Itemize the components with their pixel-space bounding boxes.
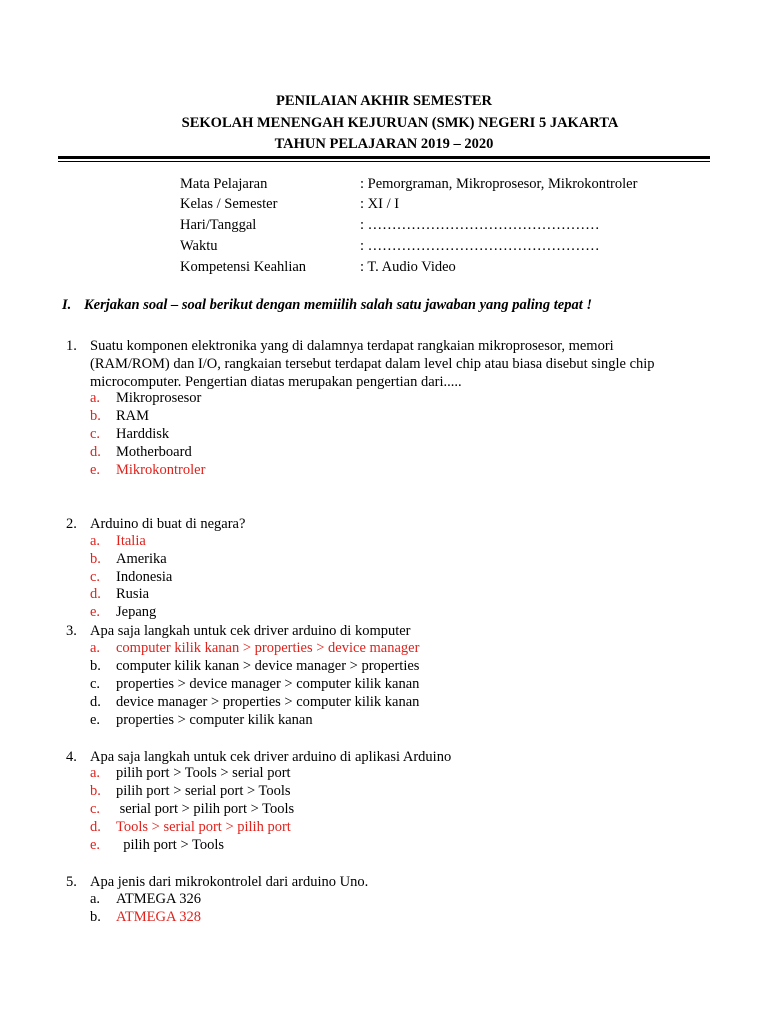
option-text: RAM xyxy=(116,408,150,424)
info-label: Kelas / Semester xyxy=(180,196,278,212)
option-text: properties > device manager > computer kilik kanan xyxy=(116,676,420,692)
academic-year: TAHUN PELAJARAN 2019 – 2020 xyxy=(274,136,494,152)
option-text: device manager > properties > computer kilik kanan xyxy=(116,694,420,710)
info-value: : XI / I xyxy=(360,196,400,212)
header-divider-thick xyxy=(58,156,710,159)
option-letter: e. xyxy=(90,712,101,728)
option-text: Indonesia xyxy=(116,569,173,585)
header-divider-thin xyxy=(58,161,710,162)
info-value: : ………………………………………… xyxy=(360,217,600,233)
option-text: pilih port > Tools xyxy=(116,837,224,853)
exam-title: PENILAIAN AKHIR SEMESTER xyxy=(276,93,492,109)
option-text: Mikrokontroler xyxy=(116,462,206,478)
option-text: Italia xyxy=(116,533,146,549)
option-text: Tools > serial port > pilih port xyxy=(116,819,291,835)
option-text: computer kilik kanan > properties > device manager xyxy=(116,640,420,656)
option-text: Amerika xyxy=(116,551,167,567)
option-letter: c. xyxy=(90,569,101,585)
question-number: 3. xyxy=(66,623,77,639)
info-label: Waktu xyxy=(180,238,218,254)
option-text: ATMEGA 328 xyxy=(116,909,201,925)
option-letter: e. xyxy=(90,837,101,853)
info-value: : ………………………………………… xyxy=(360,238,600,254)
option-text: Harddisk xyxy=(116,426,170,442)
option-letter: e. xyxy=(90,462,101,478)
option-letter: a. xyxy=(90,390,101,406)
info-label: Mata Pelajaran xyxy=(180,176,268,192)
option-letter: b. xyxy=(90,909,101,925)
question-number: 2. xyxy=(66,516,77,532)
option-text: pilih port > serial port > Tools xyxy=(116,783,291,799)
section-instruction xyxy=(62,297,592,314)
option-letter: a. xyxy=(90,765,101,781)
option-letter: b. xyxy=(90,783,101,799)
question-number: 5. xyxy=(66,874,77,890)
option-letter: c. xyxy=(90,426,101,442)
option-letter: d. xyxy=(90,444,101,460)
option-text: Rusia xyxy=(116,586,150,602)
option-letter: a. xyxy=(90,640,101,656)
question-text: Suatu komponen elektronika yang di dalamnya terdapat rangkaian mikroprosesor, memori (RAM/ROM) dan I/O, rangkaian tersebut terdapat dalam level chip atau biasa disebut single chip microcomputer. Pengertian diatas merupakan pengertian dari..... xyxy=(90,338,655,390)
option-text: Jepang xyxy=(116,604,157,620)
section-text: Kerjakan soal – soal berikut dengan memiilih salah satu jawaban yang paling tepat ! xyxy=(84,297,592,313)
option-letter: b. xyxy=(90,551,101,567)
option-letter: d. xyxy=(90,586,101,602)
option-text: Mikroprosesor xyxy=(116,390,202,406)
option-letter: c. xyxy=(90,676,101,692)
option-letter: c. xyxy=(90,801,101,817)
question-number: 1. xyxy=(66,338,77,354)
question-number: 4. xyxy=(66,749,77,765)
section-number: I. xyxy=(62,297,72,313)
option-letter: a. xyxy=(90,891,101,907)
school-name: SEKOLAH MENENGAH KEJURUAN (SMK) NEGERI 5 JAKARTA xyxy=(181,115,619,131)
question-text: Apa jenis dari mikrokontrolel dari arduino Uno. xyxy=(90,874,369,890)
option-text: pilih port > Tools > serial port xyxy=(116,765,291,781)
option-letter: b. xyxy=(90,408,101,424)
option-letter: b. xyxy=(90,658,101,674)
option-letter: e. xyxy=(90,604,101,620)
info-value: : T. Audio Video xyxy=(360,259,456,275)
option-letter: a. xyxy=(90,533,101,549)
info-label: Hari/Tanggal xyxy=(180,217,257,233)
option-text: ATMEGA 326 xyxy=(116,891,201,907)
info-value: : Pemorgraman, Mikroprosesor, Mikrokontroler xyxy=(360,176,638,192)
question-text: Apa saja langkah untuk cek driver arduino di aplikasi Arduino xyxy=(90,749,452,765)
question-text: Arduino di buat di negara? xyxy=(90,516,246,532)
option-text: Motherboard xyxy=(116,444,192,460)
question-text: Apa saja langkah untuk cek driver arduino di komputer xyxy=(90,623,411,639)
option-text: serial port > pilih port > Tools xyxy=(116,801,295,817)
option-letter: d. xyxy=(90,694,101,710)
option-letter: d. xyxy=(90,819,101,835)
option-text: properties > computer kilik kanan xyxy=(116,712,313,728)
option-text: computer kilik kanan > device manager > properties xyxy=(116,658,420,674)
info-label: Kompetensi Keahlian xyxy=(180,259,307,275)
